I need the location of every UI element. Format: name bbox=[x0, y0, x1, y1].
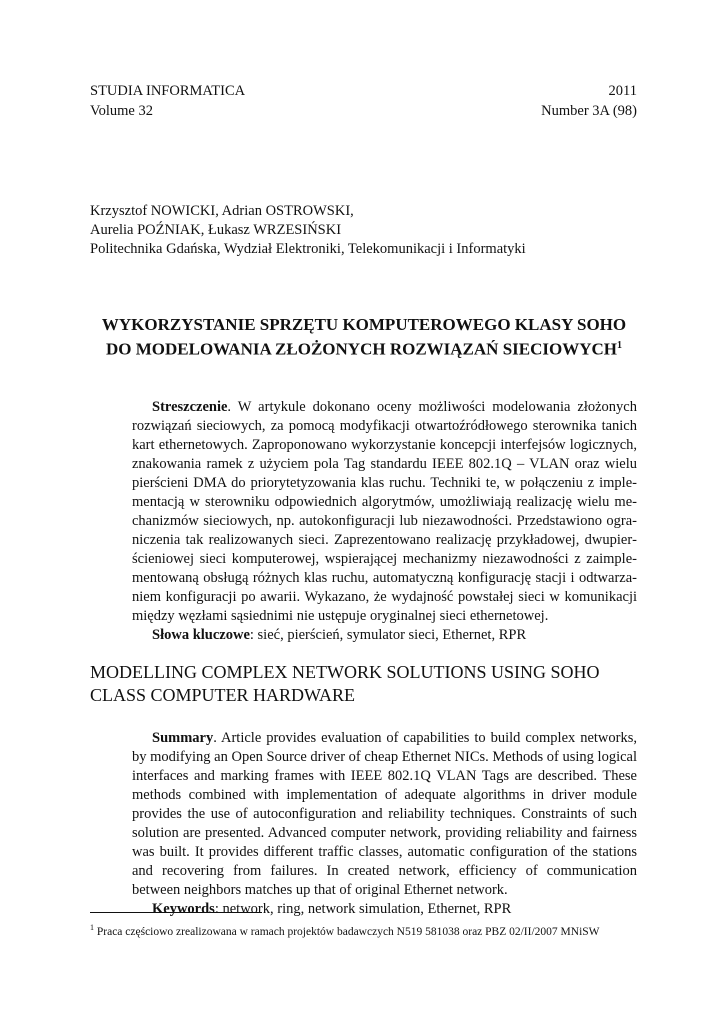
title-polish-line-1: WYKORZYSTANIE SPRZĘTU KOMPUTEROWEGO KLASY SOHO bbox=[101, 315, 627, 334]
authors-line-2: Aurelia POŹNIAK, Łukasz WRZESIŃSKI bbox=[90, 222, 342, 238]
title-english-line-1: MODELLING COMPLEX NETWORK SOLUTIONS USING SOHO bbox=[90, 662, 600, 682]
abstract-english-text: . Article provides evaluation of capabilities to build complex networks, by modifying an Open Source driver of cheap Ethernet NICs. Methods of using logical interfaces and marking frames with IEEE 802.1Q VLAN Tags are described. These methods combined with implementation of adequate algorithms in driver module provides the use of autoconfiguration and reliability techniques. Constraints of such solution are presented. Advanced computer network, providing reliability and fairness was built. It provides different traffic classes, automatic configuration of the stations and recovering from failures. In created network, efficiency of communication between neighbors matches up that of original Ethernet network. bbox=[132, 730, 637, 898]
publication-year: 2011 bbox=[608, 83, 637, 99]
keywords-english-label: Keywords bbox=[152, 901, 215, 917]
footnote-text: Praca częściowo zrealizowana w ramach projektów badawczych N519 581038 oraz PBZ 02/II/2007 MNiSW bbox=[94, 925, 600, 938]
keywords-english-text: : network, ring, network simulation, Ethernet, RPR bbox=[214, 901, 512, 917]
title-polish-line-2-text: DO MODELOWANIA ZŁOŻONYCH ROZWIĄZAŃ SIECIOWYCH bbox=[105, 339, 617, 359]
abstract-polish bbox=[132, 398, 637, 645]
keywords-polish bbox=[132, 626, 637, 645]
abstract-polish-label: Streszczenie bbox=[152, 399, 228, 415]
footnote bbox=[90, 921, 600, 939]
footnote-mark: 1 bbox=[90, 923, 94, 932]
affiliation: Politechnika Gdańska, Wydział Elektroniki, Telekomunikacji i Informatyki bbox=[90, 241, 526, 257]
abstract-english bbox=[132, 729, 637, 919]
abstract-english-body bbox=[132, 729, 637, 900]
abstract-english-label: Summary bbox=[152, 730, 214, 746]
footnote-divider bbox=[90, 912, 262, 913]
issue-number: Number 3A (98) bbox=[541, 103, 637, 119]
keywords-polish-text: : sieć, pierścień, symulator sieci, Ethernet, RPR bbox=[249, 627, 527, 643]
footnote-marker: 1 bbox=[617, 340, 622, 351]
keywords-polish-label: Słowa kluczowe bbox=[152, 627, 250, 643]
abstract-polish-body bbox=[132, 398, 637, 626]
volume-label: Volume 32 bbox=[90, 103, 153, 119]
keywords-english bbox=[132, 900, 637, 919]
title-english-line-2: CLASS COMPUTER HARDWARE bbox=[90, 685, 356, 705]
abstract-polish-text: . W artykule dokonano oceny możliwości modelowania złożonych rozwiązań sieciowych, za pomocą modyfikacji otwartoźródłowego sterownika tanich kart ethernetowych. Zaproponowano wykorzystanie koncepcji interfejsów logicznych, znakowania ramek z użyciem pola Tag standardu IEEE 802.1Q – VLAN oraz wielu pierścieni DMA do priorytetyzowania klas ruchu. Techniki te, w połączeniu z implementacją w sterowniku odpowiednich algorytmów, umożliwiają realizację wielu mechanizmów sieciowych, np. autokonfiguracji lub niezawodności. Przedstawiono ograniczenia tak realizowanych sieci. Zaprezentowano realizację przykładowej, dwupierścieniowej sieci komputerowej, wspierającej mechanizmy niezawodności z zaimplementowaną obsługą różnych klas ruchu, automatyczną konfigurację stacji i odtwarzaniem konfiguracji po awarii. Wykazano, że wydajność powstałej sieci w komunikacji między węzłami sąsiednimi nie ustępuje oryginalnej sieci ethernetowej. bbox=[132, 399, 637, 624]
authors-block bbox=[90, 202, 526, 259]
authors-line-1: Krzysztof NOWICKI, Adrian OSTROWSKI, bbox=[90, 203, 354, 219]
title-polish-line-2 bbox=[90, 335, 638, 360]
journal-name: STUDIA INFORMATICA bbox=[90, 83, 246, 99]
title-polish bbox=[90, 314, 638, 360]
title-english bbox=[90, 661, 599, 707]
